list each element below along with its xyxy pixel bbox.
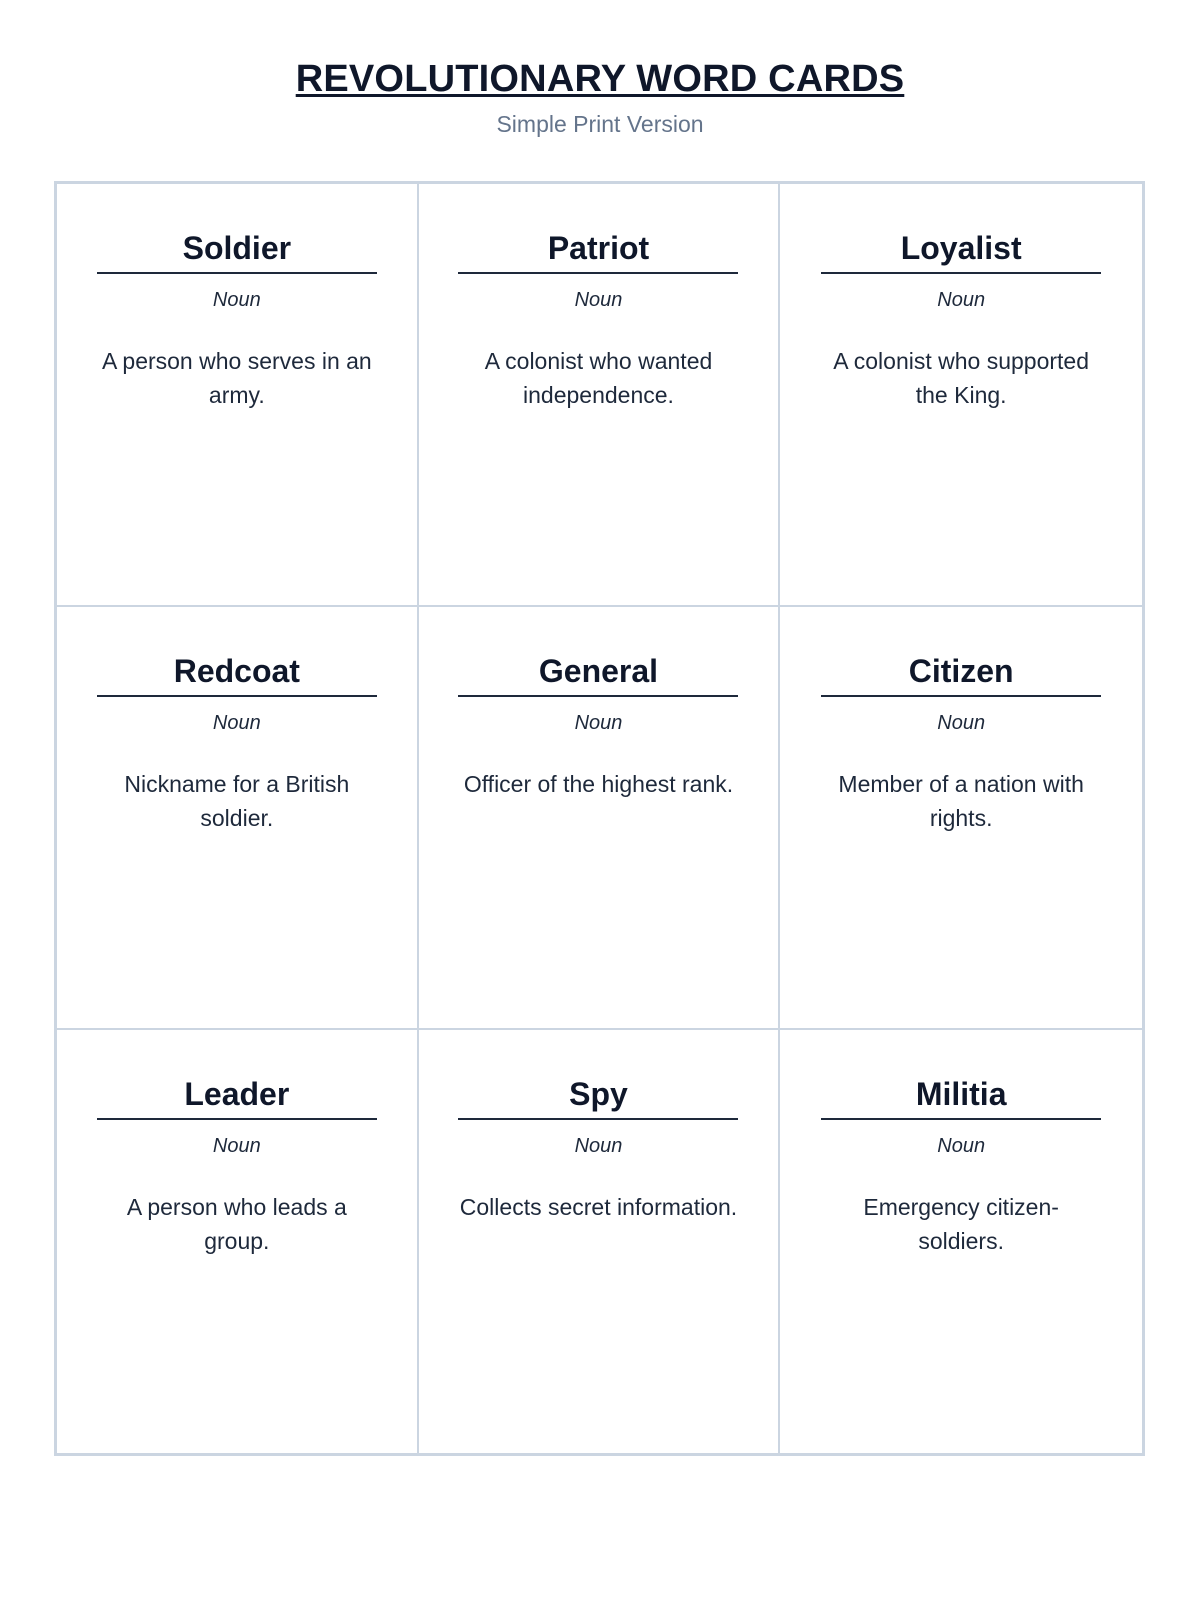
word-card-redcoat [57,607,419,1030]
card-part-of-speech: Noun [574,1135,623,1157]
word-card-leader [57,1030,419,1453]
word-card-general [419,607,781,1030]
card-definition: Officer of the highest rank. [463,771,734,797]
page-header [0,0,1200,138]
card-word: Militia [821,1074,1101,1120]
card-word: Redcoat [97,651,377,697]
card-part-of-speech: Noun [574,289,623,311]
card-definition: Member of a nation with rights. [838,771,1084,831]
word-card-militia [780,1030,1142,1453]
card-word: Patriot [458,228,738,274]
word-card-patriot [419,184,781,607]
word-card-soldier [57,184,419,607]
card-word: Loyalist [821,228,1101,274]
card-definition: A colonist who wanted independence. [484,348,713,408]
card-word: Leader [97,1074,377,1120]
card-part-of-speech: Noun [212,712,261,734]
card-part-of-speech: Noun [937,289,986,311]
card-word: Citizen [821,651,1101,697]
card-definition: A colonist who supported the King. [833,348,1090,408]
card-definition: Nickname for a British soldier. [124,771,350,831]
card-definition: Collects secret information. [459,1194,738,1220]
page-subtitle: Simple Print Version [496,111,704,137]
card-part-of-speech: Noun [212,1135,261,1157]
word-card-loyalist [780,184,1142,607]
card-definition: A person who leads a group. [126,1194,347,1254]
card-part-of-speech: Noun [574,712,623,734]
card-definition: A person who serves in an army. [101,348,372,408]
page-title: REVOLUTIONARY WORD CARDS [295,58,905,100]
word-card-spy [419,1030,781,1453]
card-word: Spy [458,1074,738,1120]
card-definition: Emergency citizen-soldiers. [863,1194,1059,1254]
card-part-of-speech: Noun [212,289,261,311]
card-word: Soldier [97,228,377,274]
word-card-citizen [780,607,1142,1030]
word-card-grid [54,181,1145,1456]
card-word: General [458,651,738,697]
card-part-of-speech: Noun [937,1135,986,1157]
card-part-of-speech: Noun [937,712,986,734]
